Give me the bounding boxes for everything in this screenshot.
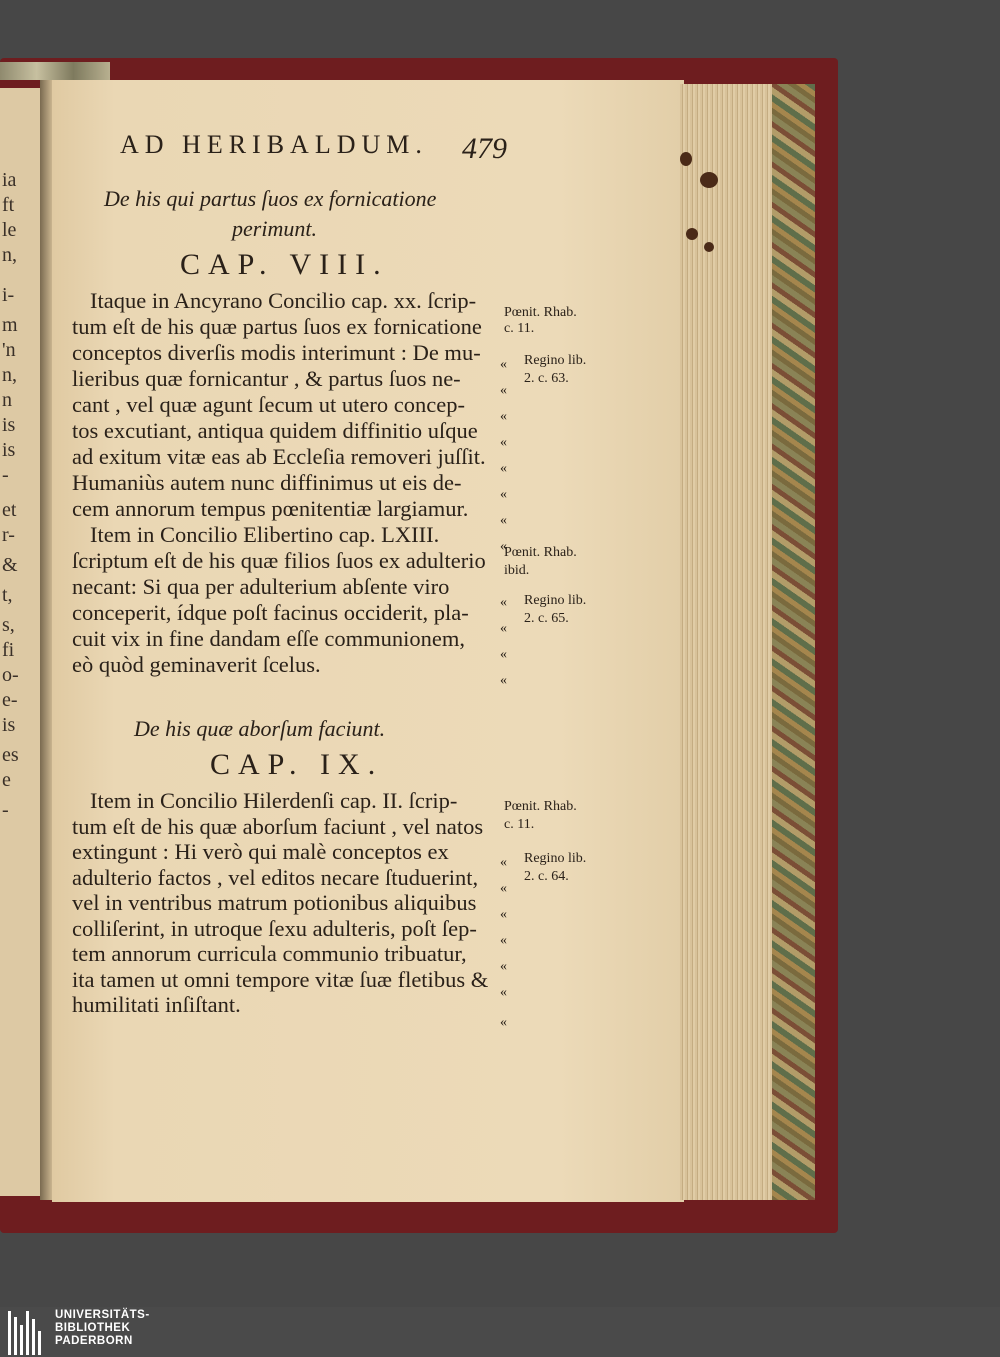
left-fragment: n, [2, 244, 17, 266]
quote-mark: « [500, 357, 507, 372]
chapter-ix-line: tum eſt de his quæ aborſum faciunt , vel natos [72, 813, 484, 839]
chapter-viii-line: Itaque in Ancyrano Concilio cap. xx. ſcrip- [90, 288, 477, 313]
page-number: 479 [462, 132, 507, 165]
chapter-viii-line: tum eſt de his quæ partus ſuos ex fornicatione [72, 314, 482, 339]
margin-note: Regino lib. [524, 851, 587, 866]
chapter-ix-line: humilitati inſiſtant. [72, 992, 241, 1017]
chapter-viii-line: lieribus quæ fornicantur , & partus ſuos ne- [72, 366, 461, 391]
ink-stain [680, 152, 692, 166]
chapter-viii-title-line-1: De his qui partus ſuos ex fornicatione [104, 186, 437, 211]
chapter-viii-line: ſcriptum eſt de his quæ filios ſuos ex adulterio [72, 548, 486, 573]
chapter-viii-line: conceptos diverſis modis interimunt : De mu- [72, 340, 481, 365]
quote-mark: « [500, 435, 507, 450]
chapter-viii-line: ad exitum vitæ eas ab Eccleſia removeri juſſit. [72, 444, 486, 469]
quote-mark: « [500, 673, 507, 688]
left-fragment: e [2, 769, 11, 791]
quote-mark: « [500, 539, 507, 554]
margin-note: Regino lib. [524, 593, 587, 608]
logo-line-2: BIBLIOTHEK [55, 1322, 131, 1334]
chapter-ix-line: tem annorum curricula communio tribuatur, [72, 941, 467, 966]
margin-note: Regino lib. [524, 353, 587, 368]
left-fragment: et [2, 499, 17, 521]
ink-stain [686, 228, 698, 240]
left-fragment: o- [2, 664, 19, 686]
left-fragment: r- [2, 524, 15, 546]
chapter-ix-line: adulterio factos , vel editos necare ſtuduerint, [72, 864, 479, 890]
chapter-ix-heading: CAP. IX. [210, 748, 384, 781]
chapter-ix-line: colliſerint, in utroque ſexu adulteris, poſt ſep- [72, 915, 477, 941]
quote-mark: « [500, 621, 507, 636]
margin-note: 2. c. 63. [524, 371, 569, 386]
logo-line-1: UNIVERSITÄTS- [55, 1309, 150, 1321]
left-fragment: i- [2, 284, 15, 306]
left-fragment: n [2, 389, 12, 411]
left-fragment: fi [2, 639, 15, 661]
left-fragment: s, [2, 614, 15, 636]
left-fragment: le [2, 219, 17, 241]
left-fragment: es [2, 744, 19, 766]
margin-note: 2. c. 65. [524, 611, 569, 626]
quote-mark: « [500, 513, 507, 528]
chapter-viii-title-line-2: perimunt. [232, 216, 317, 241]
chapter-viii-line: cem annorum tempus pœnitentiæ largiamur. [72, 496, 469, 521]
quote-mark: « [500, 855, 507, 870]
chapter-viii-heading: CAP. VIII. [180, 248, 389, 281]
left-fragment: & [2, 554, 18, 576]
left-fragment: is [2, 714, 16, 736]
library-logo-icon [8, 1309, 48, 1355]
chapter-ix-line: ita tamen ut omni tempore vitæ ſuæ fletibus & [72, 966, 489, 992]
quote-mark: « [500, 985, 507, 1000]
marbled-endpaper [0, 62, 110, 80]
ink-stain [700, 172, 718, 188]
quote-mark: « [500, 881, 507, 896]
ink-stain [704, 242, 714, 252]
left-fragment: - [2, 799, 9, 821]
chapter-ix-line: Item in Concilio Hilerdenſi cap. II. ſcrip- [90, 788, 458, 813]
chapter-viii-line: cant , vel quæ agunt ſecum ut utero concep- [72, 392, 465, 417]
quote-mark: « [500, 907, 507, 922]
logo-line-3: PADERBORN [55, 1335, 133, 1347]
marbled-cover-edge [770, 84, 815, 1200]
margin-note: 2. c. 64. [524, 869, 569, 884]
chapter-viii-line: necant: Si qua per adulterium abſente viro [72, 574, 450, 599]
quote-mark: « [500, 959, 507, 974]
chapter-viii-line: eò quòd geminaverit ſcelus. [72, 652, 321, 677]
chapter-viii-line: Item in Concilio Elibertino cap. LXIII. [90, 522, 440, 547]
quote-mark: « [500, 647, 507, 662]
left-fragment: is [2, 414, 16, 436]
footer-bar [0, 1307, 1000, 1357]
quote-mark: « [500, 595, 507, 610]
chapter-viii-line: tos excutiant, antiqua quidem diffinitio uſque [72, 418, 478, 443]
margin-note: Pœnit. Rhab. [504, 799, 577, 814]
library-logo-text [55, 1309, 150, 1348]
chapter-ix-line: vel in ventribus matrum potionibus aliquibus [72, 890, 477, 915]
quote-mark: « [500, 1015, 507, 1030]
quote-mark: « [500, 409, 507, 424]
margin-note: ibid. [504, 563, 530, 578]
margin-note: Pœnit. Rhab. [504, 545, 577, 560]
left-fragment: ia [2, 169, 17, 191]
margin-note: c. 11. [504, 817, 535, 832]
quote-mark: « [500, 461, 507, 476]
left-fragment: m [2, 314, 18, 336]
margin-note: Pœnit. Rhab. [504, 305, 577, 320]
running-title: AD HERIBALDUM. [120, 130, 428, 159]
left-fragment: - [2, 464, 9, 486]
left-fragment: n, [2, 364, 17, 386]
left-fragment: ft [2, 194, 15, 216]
left-fragment: e- [2, 689, 18, 711]
page-edges [680, 84, 772, 1200]
chapter-ix-line: extingunt : Hi verò qui malè conceptos ex [72, 839, 449, 864]
quote-mark: « [500, 487, 507, 502]
quote-mark: « [500, 933, 507, 948]
margin-note: c. 11. [504, 321, 535, 336]
chapter-viii-line: Humaniùs autem nunc diffinimus ut eis de- [72, 470, 462, 495]
left-fragment: t, [2, 584, 13, 606]
chapter-ix-title: De his quæ aborſum faciunt. [134, 716, 386, 741]
quote-mark: « [500, 383, 507, 398]
left-fragment: is [2, 439, 16, 461]
chapter-viii-line: cuit vix in fine dandam eſſe communionem, [72, 626, 466, 651]
chapter-viii-line: conceperit, ídque poſt facinus occiderit, pla- [72, 600, 469, 625]
left-fragment: 'n [2, 339, 16, 361]
